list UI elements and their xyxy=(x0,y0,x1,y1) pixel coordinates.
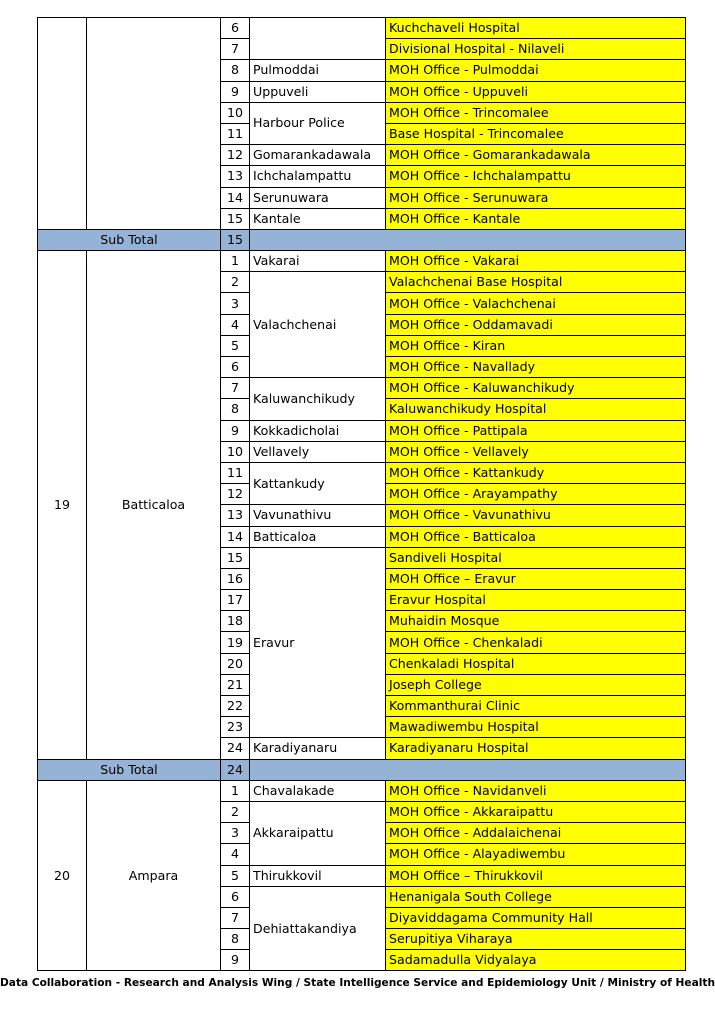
location-cell: Sadamadulla Vidyalaya xyxy=(386,950,686,971)
location-cell: Diyaviddagama Community Hall xyxy=(386,907,686,928)
subtotal-label: Sub Total xyxy=(38,759,221,780)
area-cell: Kokkadicholai xyxy=(250,420,386,441)
row-number: 8 xyxy=(221,929,250,950)
row-number: 8 xyxy=(221,60,250,81)
area-cell: Uppuveli xyxy=(250,81,386,102)
row-number: 13 xyxy=(221,505,250,526)
location-cell: MOH Office - Kaluwanchikudy xyxy=(386,378,686,399)
location-cell: MOH Office - Gomarankadawala xyxy=(386,145,686,166)
location-cell: MOH Office - Oddamavadi xyxy=(386,314,686,335)
location-cell: Muhaidin Mosque xyxy=(386,611,686,632)
area-cell: Kantale xyxy=(250,208,386,229)
row-number: 12 xyxy=(221,145,250,166)
vaccination-centers-table xyxy=(37,17,686,971)
area-cell: Dehiattakandiya xyxy=(250,886,386,971)
subtotal-blank xyxy=(250,229,686,250)
area-cell: Harbour Police xyxy=(250,102,386,144)
row-number: 19 xyxy=(221,632,250,653)
area-cell xyxy=(250,18,386,60)
location-cell: Base Hospital - Trincomalee xyxy=(386,123,686,144)
area-cell: Vakarai xyxy=(250,251,386,272)
location-cell: MOH Office - Serunuwara xyxy=(386,187,686,208)
location-cell: Sandiveli Hospital xyxy=(386,547,686,568)
row-number: 11 xyxy=(221,462,250,483)
location-cell: Kaluwanchikudy Hospital xyxy=(386,399,686,420)
row-number: 4 xyxy=(221,314,250,335)
location-cell: Henanigala South College xyxy=(386,886,686,907)
row-number: 18 xyxy=(221,611,250,632)
row-number: 22 xyxy=(221,696,250,717)
area-cell: Chavalakade xyxy=(250,780,386,801)
location-cell: Eravur Hospital xyxy=(386,590,686,611)
row-number: 7 xyxy=(221,907,250,928)
subtotal-value: 24 xyxy=(221,759,250,780)
row-number: 2 xyxy=(221,272,250,293)
row-number: 6 xyxy=(221,886,250,907)
area-cell: Akkaraipattu xyxy=(250,801,386,865)
row-number: 15 xyxy=(221,547,250,568)
location-cell: MOH Office - Addalaichenai xyxy=(386,823,686,844)
area-cell: Valachchenai xyxy=(250,272,386,378)
row-number: 21 xyxy=(221,674,250,695)
row-number: 23 xyxy=(221,717,250,738)
row-number: 14 xyxy=(221,526,250,547)
location-cell: MOH Office - Vakarai xyxy=(386,251,686,272)
row-number: 10 xyxy=(221,102,250,123)
row-number: 15 xyxy=(221,208,250,229)
area-cell: Thirukkovil xyxy=(250,865,386,886)
area-cell: Pulmoddai xyxy=(250,60,386,81)
province-no-cell xyxy=(38,18,87,230)
row-number: 9 xyxy=(221,950,250,971)
area-cell: Gomarankadawala xyxy=(250,145,386,166)
subtotal-row xyxy=(38,229,686,250)
location-cell: MOH Office - Kiran xyxy=(386,335,686,356)
location-cell: MOH Office - Valachchenai xyxy=(386,293,686,314)
location-cell: MOH Office - Akkaraipattu xyxy=(386,801,686,822)
location-cell: MOH Office - Trincomalee xyxy=(386,102,686,123)
district-name-cell: Batticaloa xyxy=(87,251,221,760)
table-row xyxy=(38,18,686,39)
location-cell: Kommanthurai Clinic xyxy=(386,696,686,717)
area-cell: Vellavely xyxy=(250,441,386,462)
location-cell: Divisional Hospital - Nilaveli xyxy=(386,39,686,60)
location-cell: Karadiyanaru Hospital xyxy=(386,738,686,759)
location-cell: Serupitiya Viharaya xyxy=(386,929,686,950)
area-cell: Serunuwara xyxy=(250,187,386,208)
row-number: 6 xyxy=(221,357,250,378)
row-number: 16 xyxy=(221,568,250,589)
subtotal-blank xyxy=(250,759,686,780)
area-cell: Batticaloa xyxy=(250,526,386,547)
row-number: 7 xyxy=(221,39,250,60)
location-cell: MOH Office - Alayadiwembu xyxy=(386,844,686,865)
location-cell: MOH Office - Uppuveli xyxy=(386,81,686,102)
location-cell: Mawadiwembu Hospital xyxy=(386,717,686,738)
location-cell: MOH Office - Navallady xyxy=(386,357,686,378)
province-no-cell: 20 xyxy=(38,780,87,971)
area-cell: Kattankudy xyxy=(250,462,386,504)
row-number: 4 xyxy=(221,844,250,865)
row-number: 1 xyxy=(221,780,250,801)
area-cell: Kaluwanchikudy xyxy=(250,378,386,420)
location-cell: Chenkaladi Hospital xyxy=(386,653,686,674)
table-row xyxy=(38,251,686,272)
location-cell: MOH Office - Chenkaladi xyxy=(386,632,686,653)
row-number: 12 xyxy=(221,484,250,505)
subtotal-label: Sub Total xyxy=(38,229,221,250)
location-cell: MOH Office - Pulmoddai xyxy=(386,60,686,81)
location-cell: MOH Office - Kantale xyxy=(386,208,686,229)
row-number: 20 xyxy=(221,653,250,674)
row-number: 7 xyxy=(221,378,250,399)
row-number: 10 xyxy=(221,441,250,462)
row-number: 1 xyxy=(221,251,250,272)
row-number: 14 xyxy=(221,187,250,208)
row-number: 13 xyxy=(221,166,250,187)
row-number: 9 xyxy=(221,420,250,441)
row-number: 3 xyxy=(221,293,250,314)
location-cell: MOH Office - Batticaloa xyxy=(386,526,686,547)
location-cell: Valachchenai Base Hospital xyxy=(386,272,686,293)
row-number: 3 xyxy=(221,823,250,844)
row-number: 17 xyxy=(221,590,250,611)
location-cell: Kuchchaveli Hospital xyxy=(386,18,686,39)
area-cell: Eravur xyxy=(250,547,386,738)
district-name-cell: Ampara xyxy=(87,780,221,971)
location-cell: MOH Office – Eravur xyxy=(386,568,686,589)
district-name-cell xyxy=(87,18,221,230)
area-cell: Ichchalampattu xyxy=(250,166,386,187)
row-number: 2 xyxy=(221,801,250,822)
row-number: 11 xyxy=(221,123,250,144)
location-cell: MOH Office - Arayampathy xyxy=(386,484,686,505)
location-cell: MOH Office - Kattankudy xyxy=(386,462,686,483)
province-no-cell: 19 xyxy=(38,251,87,760)
area-cell: Vavunathivu xyxy=(250,505,386,526)
table-row xyxy=(38,780,686,801)
location-cell: MOH Office - Vavunathivu xyxy=(386,505,686,526)
location-cell: MOH Office – Thirukkovil xyxy=(386,865,686,886)
row-number: 8 xyxy=(221,399,250,420)
location-cell: MOH Office - Ichchalampattu xyxy=(386,166,686,187)
row-number: 6 xyxy=(221,18,250,39)
location-cell: Joseph College xyxy=(386,674,686,695)
area-cell: Karadiyanaru xyxy=(250,738,386,759)
subtotal-row xyxy=(38,759,686,780)
page-footer: Data Collaboration - Research and Analysis Wing / State Intelligence Service and Epidemiology Unit / Ministry of Health xyxy=(0,977,715,989)
row-number: 5 xyxy=(221,335,250,356)
location-cell: MOH Office - Pattipala xyxy=(386,420,686,441)
location-cell: MOH Office - Vellavely xyxy=(386,441,686,462)
row-number: 24 xyxy=(221,738,250,759)
location-cell: MOH Office - Navidanveli xyxy=(386,780,686,801)
row-number: 9 xyxy=(221,81,250,102)
subtotal-value: 15 xyxy=(221,229,250,250)
row-number: 5 xyxy=(221,865,250,886)
